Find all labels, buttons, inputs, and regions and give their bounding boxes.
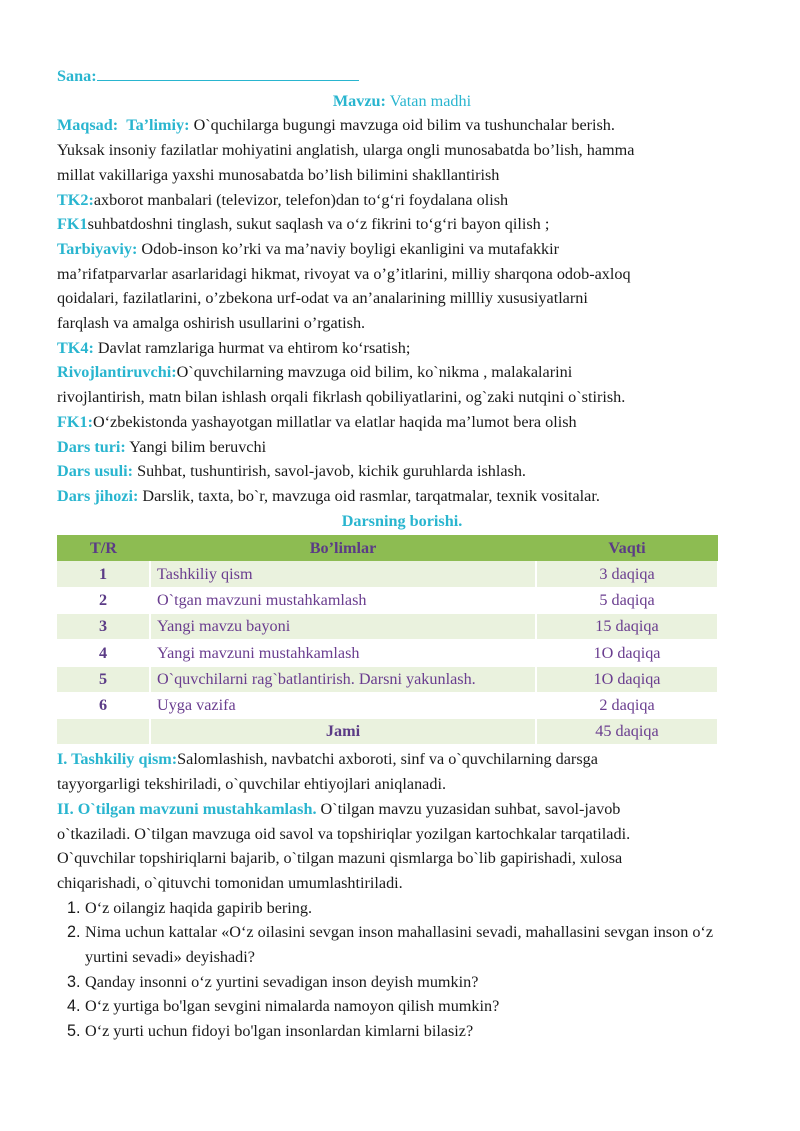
table-row: [57, 561, 718, 587]
educational-text-1: O`quchilarga bugungi mavzuga oid bilim va tushunchalar berish.: [193, 116, 615, 135]
lesson-type-label: Dars turi:: [57, 437, 126, 456]
lesson-equipment-line: [57, 484, 747, 509]
section-2-text-4: chiqarishadi, o`qituvchi tomonidan umumlashtiriladi.: [57, 873, 403, 892]
lesson-method-label: Dars usuli:: [57, 462, 134, 481]
upbringing-text-1: Odob-inson ko’rki va ma’naviy boyligi ekanligini va mutafakkir: [137, 239, 560, 258]
educational-text-3: millat vakillariga yaxshi munosabatda bo’lish bilimini shakllantirish: [57, 165, 500, 184]
table-row: [57, 613, 718, 639]
section-1-text-1: Salomlashish, navbatchi axboroti, sinf va o`quvchilarning darsga: [177, 750, 598, 769]
fk1-label-b: FK1:: [57, 412, 93, 431]
row-number: 2: [57, 587, 150, 613]
table-row: [57, 587, 718, 613]
question-list: [57, 896, 747, 1044]
section-1-label: I. Tashkiliy qism:: [57, 750, 178, 769]
row-number: 1: [57, 561, 150, 587]
upbringing-label: Tarbiyaviy:: [57, 239, 138, 258]
list-item: 3. Qanday insonni o‘z yurtini sevadigan inson deyish mumkin?: [85, 970, 747, 995]
row-time: 2 daqiqa: [536, 692, 718, 718]
developmental-text-1: O`quvchilarning mavzuga oid bilim, ko`nikma , malakalarini: [176, 363, 573, 382]
goal-label: Maqsad:: [57, 116, 119, 135]
row-number: 4: [57, 640, 150, 666]
row-section: Yangi mavzu bayoni: [150, 613, 536, 639]
section-1-text-2: tayyorgarligi tekshiriladi, o`quvchilar ehtiyojlari aniqlanadi.: [57, 775, 446, 794]
developmental-goal: [57, 360, 747, 409]
row-number: 6: [57, 692, 150, 718]
developmental-label: Rivojlantiruvchi:: [57, 363, 177, 382]
tk4-label: TK4:: [57, 338, 94, 357]
tk4-text: Davlat ramzlariga hurmat va ehtirom ko‘rsatish;: [93, 338, 411, 357]
table-total-row: [57, 719, 718, 745]
row-number: 3: [57, 613, 150, 639]
tk2-line: [57, 188, 747, 213]
lesson-type-line: [57, 435, 747, 460]
section-organizational: [57, 747, 747, 796]
section-2-text-1: O`tilgan mavzu yuzasidan suhbat, savol-javob: [316, 799, 621, 818]
lesson-type-text: Yangi bilim beruvchi: [125, 437, 267, 456]
total-spacer: [57, 719, 150, 745]
table-row: [57, 640, 718, 666]
row-time: 3 daqiqa: [536, 561, 718, 587]
fk1-line-a: [57, 212, 747, 237]
upbringing-text-3: qoidalari, fazilatlarini, o’zbekona urf-odat va an’analarining millliy xususiyatlarni: [57, 289, 588, 308]
total-time: 45 daqiqa: [536, 719, 718, 745]
row-time: 15 daqiqa: [536, 613, 718, 639]
row-time: 1O daqiqa: [536, 666, 718, 692]
fk1-label-a: FK1: [57, 215, 88, 234]
header-sections: Bo’limlar: [150, 535, 536, 561]
table-row: [57, 692, 718, 718]
list-item: 2. Nima uchun kattalar «O‘z oilasini sevgan inson mahallasini sevadi, mahallasini sevgan inson o‘z yurtini sevadi» deyishadi?: [85, 920, 747, 969]
table-header-row: [57, 535, 718, 561]
lesson-flow-title: Darsning borishi.: [341, 511, 463, 530]
fk1-line-b: [57, 410, 747, 435]
topic-label: Mavzu:: [332, 91, 386, 110]
date-line: [57, 64, 747, 89]
topic-value: Vatan madhi: [389, 91, 472, 110]
date-blank: [97, 64, 359, 81]
lesson-plan-table: [57, 535, 719, 745]
row-section: O`quvchilarni rag`batlantirish. Darsni yakunlash.: [150, 666, 536, 692]
header-number: T/R: [57, 535, 150, 561]
lesson-method-line: [57, 459, 747, 484]
date-label: Sana:: [57, 67, 97, 85]
upbringing-goal: [57, 237, 747, 336]
fk1-text-a: suhbatdoshni tinglash, sukut saqlash va o‘z fikrini to‘g‘ri bayon qilish ;: [87, 215, 550, 234]
fk1-text-b: O‘zbekistonda yashayotgan millatlar va elatlar haqida ma’lumot bera olish: [92, 412, 577, 431]
goals-educational: [57, 113, 747, 187]
lesson-plan: [57, 64, 747, 1044]
topic-line: [57, 89, 747, 114]
lesson-method-text: Suhbat, tushuntirish, savol-javob, kichik guruhlarda ishlash.: [133, 462, 526, 481]
tk2-label: TK2:: [57, 190, 94, 209]
row-section: Uyga vazifa: [150, 692, 536, 718]
row-section: Tashkiliy qism: [150, 561, 536, 587]
row-section: O`tgan mavzuni mustahkamlash: [150, 587, 536, 613]
table-row: [57, 666, 718, 692]
row-time: 1O daqiqa: [536, 640, 718, 666]
upbringing-text-2: ma’rifatparvarlar asarlaridagi hikmat, rivoyat va o’g’itlarini, milliy sharqona odob-axloq: [57, 264, 631, 283]
list-item: 5. O‘z yurti uchun fidoyi bo'lgan insonlardan kimlarni bilasiz?: [85, 1019, 747, 1044]
educational-text-2: Yuksak insoniy fazilatlar mohiyatini anglatish, ularga ongli munosabatda bo’lish, hamma: [57, 141, 635, 160]
row-number: 5: [57, 666, 150, 692]
row-section: Yangi mavzuni mustahkamlash: [150, 640, 536, 666]
lesson-equipment-label: Dars jihozi:: [57, 486, 139, 505]
section-2-label: II. O`tilgan mavzuni mustahkamlash.: [57, 799, 317, 818]
tk2-text: axborot manbalari (televizor, telefon)dan to‘g‘ri foydalana olish: [93, 190, 509, 209]
lesson-equipment-text: Darslik, taxta, bo`r, mavzuga oid rasmlar, tarqatmalar, texnik vositalar.: [138, 486, 600, 505]
section-review: [57, 797, 747, 896]
list-item: 1. O‘z oilangiz haqida gapirib bering.: [85, 896, 747, 921]
tk4-line: [57, 336, 747, 361]
header-time: Vaqti: [536, 535, 718, 561]
developmental-text-2: rivojlantirish, matn bilan ishlash orqali fikrlash qobiliyatlarini, og`zaki nutqini o`stirish.: [57, 388, 626, 407]
section-2-text-3: O`quvchilar topshiriqlarni bajarib, o`tilgan mazuni qismlarga bo`lib gapirishadi, xulosa: [57, 849, 623, 868]
section-2-text-2: o`tkaziladi. O`tilgan mavzuga oid savol va topshiriqlar yozilgan kartochkalar tarqatiladi.: [57, 824, 631, 843]
upbringing-text-4: farqlash va amalga oshirish usullarini o’rgatish.: [57, 314, 366, 333]
list-item: 4. O‘z yurtiga bo'lgan sevgini nimalarda namoyon qilish mumkin?: [85, 994, 747, 1019]
row-time: 5 daqiqa: [536, 587, 718, 613]
educational-label: Ta’limiy:: [126, 116, 190, 135]
total-label: Jami: [150, 719, 536, 745]
